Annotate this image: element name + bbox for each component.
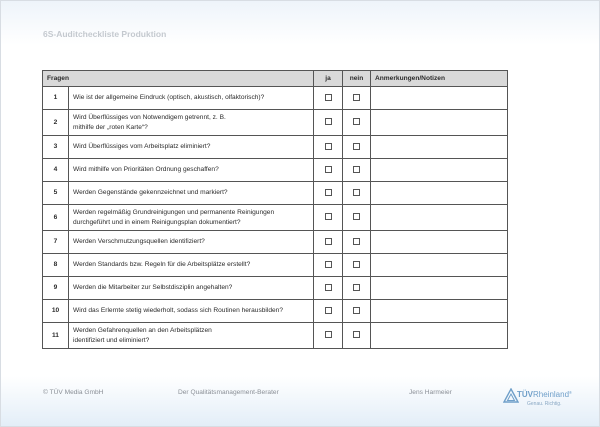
question-text: [69, 182, 314, 205]
question-number: 7: [43, 231, 69, 254]
question-number: 1: [43, 87, 69, 110]
question-text: [69, 323, 314, 349]
yes-checkbox[interactable]: [325, 213, 332, 220]
question-text: [69, 300, 314, 323]
question-line: mithilfe der „roten Karte“?: [73, 123, 148, 131]
table-row: [43, 300, 508, 323]
table-row: [43, 323, 508, 349]
question-line: Werden Gefahrenquellen an den Arbeitsplätzen: [73, 326, 212, 334]
cell-no: [343, 254, 371, 277]
table-header-row: [43, 71, 508, 87]
question-line: Wird Überflüssiges von Notwendigem getrennt, z. B.: [73, 113, 226, 121]
cell-no: [343, 87, 371, 110]
question-number: 11: [43, 323, 69, 349]
question-line: Werden regelmäßig Grundreinigungen und permanente Reinigungen: [73, 208, 275, 216]
no-checkbox[interactable]: [353, 261, 360, 268]
cell-no: [343, 205, 371, 231]
footer-copyright: © TÜV Media GmbH: [43, 389, 104, 396]
notes-cell[interactable]: [371, 205, 508, 231]
no-checkbox[interactable]: [353, 94, 360, 101]
cell-yes: [314, 205, 343, 231]
yes-checkbox[interactable]: [325, 189, 332, 196]
no-checkbox[interactable]: [353, 143, 360, 150]
yes-checkbox[interactable]: [325, 94, 332, 101]
header-questions: Fragen: [43, 71, 314, 87]
question-line: Wird Überflüssiges vom Arbeitsplatz eliminiert?: [73, 143, 211, 151]
question-line: Werden Standards bzw. Regeln für die Arbeitsplätze erstellt?: [73, 261, 251, 269]
no-checkbox[interactable]: [353, 238, 360, 245]
no-checkbox[interactable]: [353, 284, 360, 291]
table-row: [43, 277, 508, 300]
table-row: [43, 205, 508, 231]
question-text: [69, 254, 314, 277]
cell-no: [343, 231, 371, 254]
question-number: 10: [43, 300, 69, 323]
logo-brand: TÜV: [517, 390, 533, 399]
question-text: [69, 159, 314, 182]
question-text: [69, 110, 314, 136]
question-line: Werden die Mitarbeiter zur Selbstdisziplin angehalten?: [73, 284, 233, 292]
notes-cell[interactable]: [371, 254, 508, 277]
question-text: [69, 136, 314, 159]
question-line: durchgeführt und in einem Reinigungsplan dokumentiert?: [73, 218, 241, 226]
cell-no: [343, 323, 371, 349]
question-text: [69, 231, 314, 254]
notes-cell[interactable]: [371, 87, 508, 110]
question-line: Werden Verschmutzungsquellen identifiziert?: [73, 238, 205, 246]
logo-tagline: Genau. Richtig.: [527, 401, 562, 407]
no-checkbox[interactable]: [353, 213, 360, 220]
cell-no: [343, 277, 371, 300]
question-number: 6: [43, 205, 69, 231]
table-row: [43, 254, 508, 277]
question-number: 9: [43, 277, 69, 300]
question-line: Wie ist der allgemeine Eindruck (optisch, akustisch, olfaktorisch)?: [73, 94, 265, 102]
question-line: identifiziert und eliminiert?: [73, 336, 150, 344]
cell-no: [343, 182, 371, 205]
question-line: Wird das Erlernte stetig wiederholt, sodass sich Routinen herausbilden?: [73, 307, 284, 315]
no-checkbox[interactable]: [353, 118, 360, 125]
header-notes: Anmerkungen/Notizen: [371, 71, 508, 87]
question-text: [69, 87, 314, 110]
question-number: 3: [43, 136, 69, 159]
logo-brand-suffix: Rheinland: [533, 390, 570, 399]
notes-cell[interactable]: [371, 110, 508, 136]
cell-no: [343, 110, 371, 136]
cell-no: [343, 136, 371, 159]
no-checkbox[interactable]: [353, 331, 360, 338]
footer-publication: Der Qualitätsmanagement-Berater: [178, 389, 279, 396]
no-checkbox[interactable]: [353, 307, 360, 314]
yes-checkbox[interactable]: [325, 118, 332, 125]
cell-yes: [314, 136, 343, 159]
audit-checklist-table: [42, 70, 508, 349]
no-checkbox[interactable]: [353, 189, 360, 196]
question-number: 4: [43, 159, 69, 182]
question-text: [69, 277, 314, 300]
cell-yes: [314, 231, 343, 254]
header-yes: ja: [314, 71, 343, 87]
cell-yes: [314, 87, 343, 110]
table-row: [43, 110, 508, 136]
cell-yes: [314, 323, 343, 349]
notes-cell[interactable]: [371, 136, 508, 159]
table-row: [43, 87, 508, 110]
notes-cell[interactable]: [371, 231, 508, 254]
header-no: nein: [343, 71, 371, 87]
notes-cell[interactable]: [371, 277, 508, 300]
question-number: 2: [43, 110, 69, 136]
notes-cell[interactable]: [371, 159, 508, 182]
yes-checkbox[interactable]: [325, 331, 332, 338]
table-row: [43, 182, 508, 205]
yes-checkbox[interactable]: [325, 143, 332, 150]
cell-yes: [314, 159, 343, 182]
yes-checkbox[interactable]: [325, 307, 332, 314]
yes-checkbox[interactable]: [325, 238, 332, 245]
table-row: [43, 231, 508, 254]
notes-cell[interactable]: [371, 323, 508, 349]
no-checkbox[interactable]: [353, 166, 360, 173]
question-number: 5: [43, 182, 69, 205]
cell-yes: [314, 254, 343, 277]
cell-no: [343, 300, 371, 323]
question-line: Werden Gegenstände gekennzeichnet und markiert?: [73, 189, 228, 197]
cell-yes: [314, 300, 343, 323]
table-row: [43, 159, 508, 182]
notes-cell[interactable]: [371, 300, 508, 323]
checklist-body: [43, 87, 508, 349]
yes-checkbox[interactable]: [325, 261, 332, 268]
tuv-rheinland-logo: [503, 385, 593, 415]
cell-no: [343, 159, 371, 182]
question-number: 8: [43, 254, 69, 277]
cell-yes: [314, 110, 343, 136]
document-title: 6S-Auditcheckliste Produktion: [43, 29, 167, 39]
yes-checkbox[interactable]: [325, 284, 332, 291]
cell-yes: [314, 182, 343, 205]
logo-wordmark: TÜVRheinland®: [517, 390, 572, 399]
cell-yes: [314, 277, 343, 300]
question-text: [69, 205, 314, 231]
question-line: Wird mithilfe von Prioritäten Ordnung geschaffen?: [73, 166, 219, 174]
notes-cell[interactable]: [371, 182, 508, 205]
yes-checkbox[interactable]: [325, 166, 332, 173]
footer-author: Jens Harmeier: [409, 389, 452, 396]
table-row: [43, 136, 508, 159]
